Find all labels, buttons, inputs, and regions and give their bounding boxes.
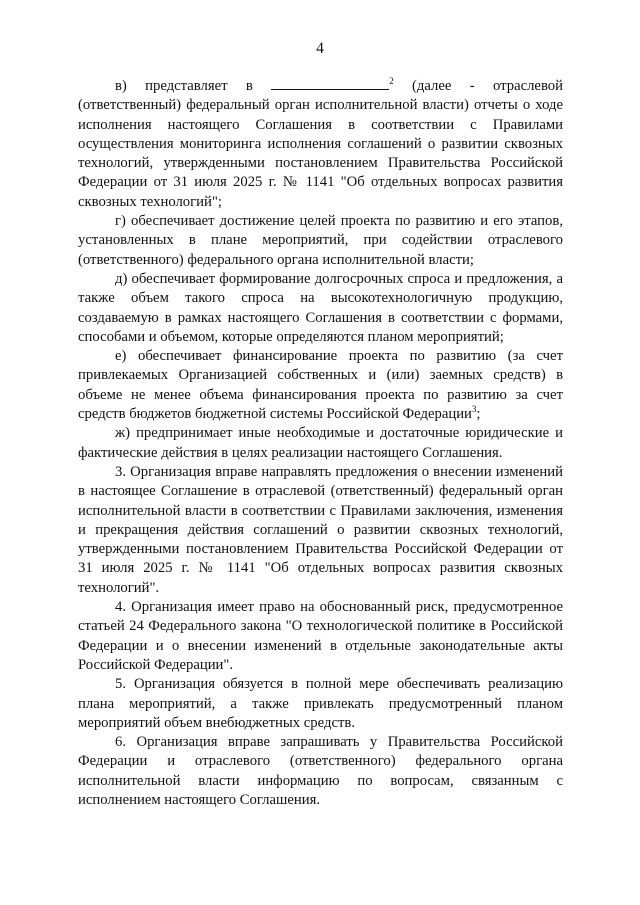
footnote-ref-3: 3 — [471, 404, 477, 415]
paragraph-5: 5. Организация обязуется в полной мере обеспечивать реализацию плана мероприятий, а также привлекать предусмотренный планом мероприятий объем внебюджетных средств. — [78, 676, 563, 731]
paragraph-e-end: ; — [476, 406, 481, 423]
paragraph-4: 4. Организация имеет право на обоснованный риск, предусмотренное статьей 24 Федерального закона "О технологической политике в Российской Федерации и о внесении изменений в отдельные законодательные акты Российской Федерации". — [78, 599, 563, 673]
paragraph-d: д) обеспечивает формирование долгосрочных спроса и предложения, а также объем такого спроса на высокотехнологичную продукцию, создаваемую в рамках настоящего Соглашения в соответствии с формами, способами и объемом, которые определяются планом мероприятий; — [78, 270, 563, 345]
document-body — [78, 77, 563, 810]
paragraph-zh: ж) предпринимает иные необходимые и достаточные юридические и фактические действия в целях реализации настоящего Соглашения. — [78, 425, 563, 461]
paragraph-3: 3. Организация вправе направлять предложения о внесении изменений в настоящее Соглашение в отраслевой (ответственный) федеральный орган исполнительной власти в соответствии с Правилами заключения, изменения и прекращения действия соглашений о развитии сквозных технологий, утвержденными постановлением Правительства Российской Федерации от 31 июля 2025 г. № 1141 "Об отдельных вопросах развития сквозных технологий". — [78, 463, 563, 596]
paragraph-6: 6. Организация вправе запрашивать у Правительства Российской Федерации и отраслевого (ответственного) федерального органа исполнительной власти информацию по вопросам, связанным с исполнением настоящего Соглашения. — [78, 734, 563, 808]
paragraph-v-prefix: в) представляет в — [115, 78, 272, 94]
footnote-ref-2: 2 — [389, 76, 394, 86]
paragraph-g: г) обеспечивает достижение целей проекта по развитию и его этапов, установленных в плане мероприятий, при содействии отраслевого (ответственного) федерального органа исполнительной власти; — [78, 213, 563, 268]
paragraph-e-text: е) обеспечивает финансирование проекта по развитию (за счет привлекаемых Организацией собственных и (или) заемных средств) в объеме не менее объема финансирования проекта по развитию за счет средств бюджетов бюджетной системы Российской Федерации — [78, 348, 563, 423]
blank-line — [271, 77, 389, 90]
paragraph-v — [78, 77, 563, 212]
paragraph-e — [78, 347, 563, 424]
paragraph-v-rest: (далее - отраслевой (ответственный) федеральный орган исполнительной власти) отчеты о ходе исполнения настоящего Соглашения в соответствии с Правилами осуществления мониторинга исполнения соглашений о развитии сквозных технологий, утвержденными постановлением Правительства Российской Федерации от 31 июля 2025 г. № 1141 "Об отдельных вопросах развития сквозных технологий"; — [78, 78, 563, 210]
page-number: 4 — [316, 40, 324, 57]
